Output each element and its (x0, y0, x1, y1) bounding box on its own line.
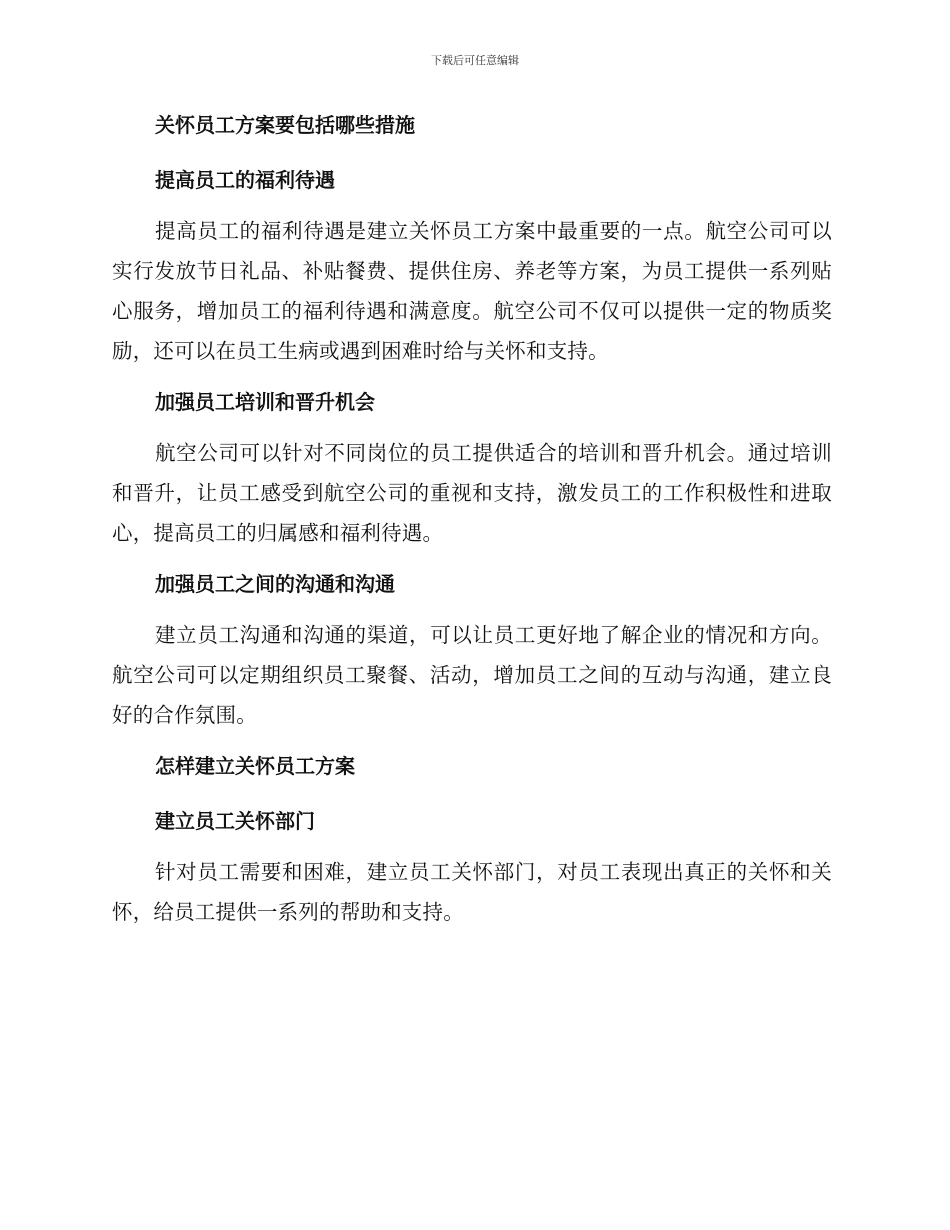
page-header: 下载后可任意编辑 (431, 54, 519, 67)
paragraph-training: 航空公司可以针对不同岗位的员工提供适合的培训和晋升机会。通过培训和晋升，让员工感受到航空公司的重视和支持，激发员工的工作积极性和进取心，提高员工的归属感和福利待遇。 (112, 441, 832, 545)
subheading-training: 加强员工培训和晋升机会 (155, 390, 375, 414)
section-heading-how-to: 怎样建立关怀员工方案 (155, 754, 355, 778)
paragraph-care-department: 针对员工需要和困难，建立员工关怀部门，对员工表现出真正的关怀和关怀，给员工提供一系列的帮助和支持。 (112, 860, 832, 924)
subheading-care-department: 建立员工关怀部门 (155, 809, 315, 833)
document-body (112, 110, 832, 932)
subheading-benefits: 提高员工的福利待遇 (155, 168, 335, 192)
section-heading-measures: 关怀员工方案要包括哪些措施 (155, 113, 415, 137)
paragraph-benefits: 提高员工的福利待遇是建立关怀员工方案中最重要的一点。航空公司可以实行发放节日礼品、补贴餐费、提供住房、养老等方案，为员工提供一系列贴心服务，增加员工的福利待遇和满意度。航空公司不仅可以提供一定的物质奖励，还可以在员工生病或遇到困难时给与关怀和支持。 (112, 219, 832, 363)
paragraph-communication: 建立员工沟通和沟通的渠道，可以让员工更好地了解企业的情况和方向。航空公司可以定期组织员工聚餐、活动，增加员工之间的互动与沟通，建立良好的合作氛围。 (112, 623, 832, 727)
subheading-communication: 加强员工之间的沟通和沟通 (155, 572, 395, 596)
